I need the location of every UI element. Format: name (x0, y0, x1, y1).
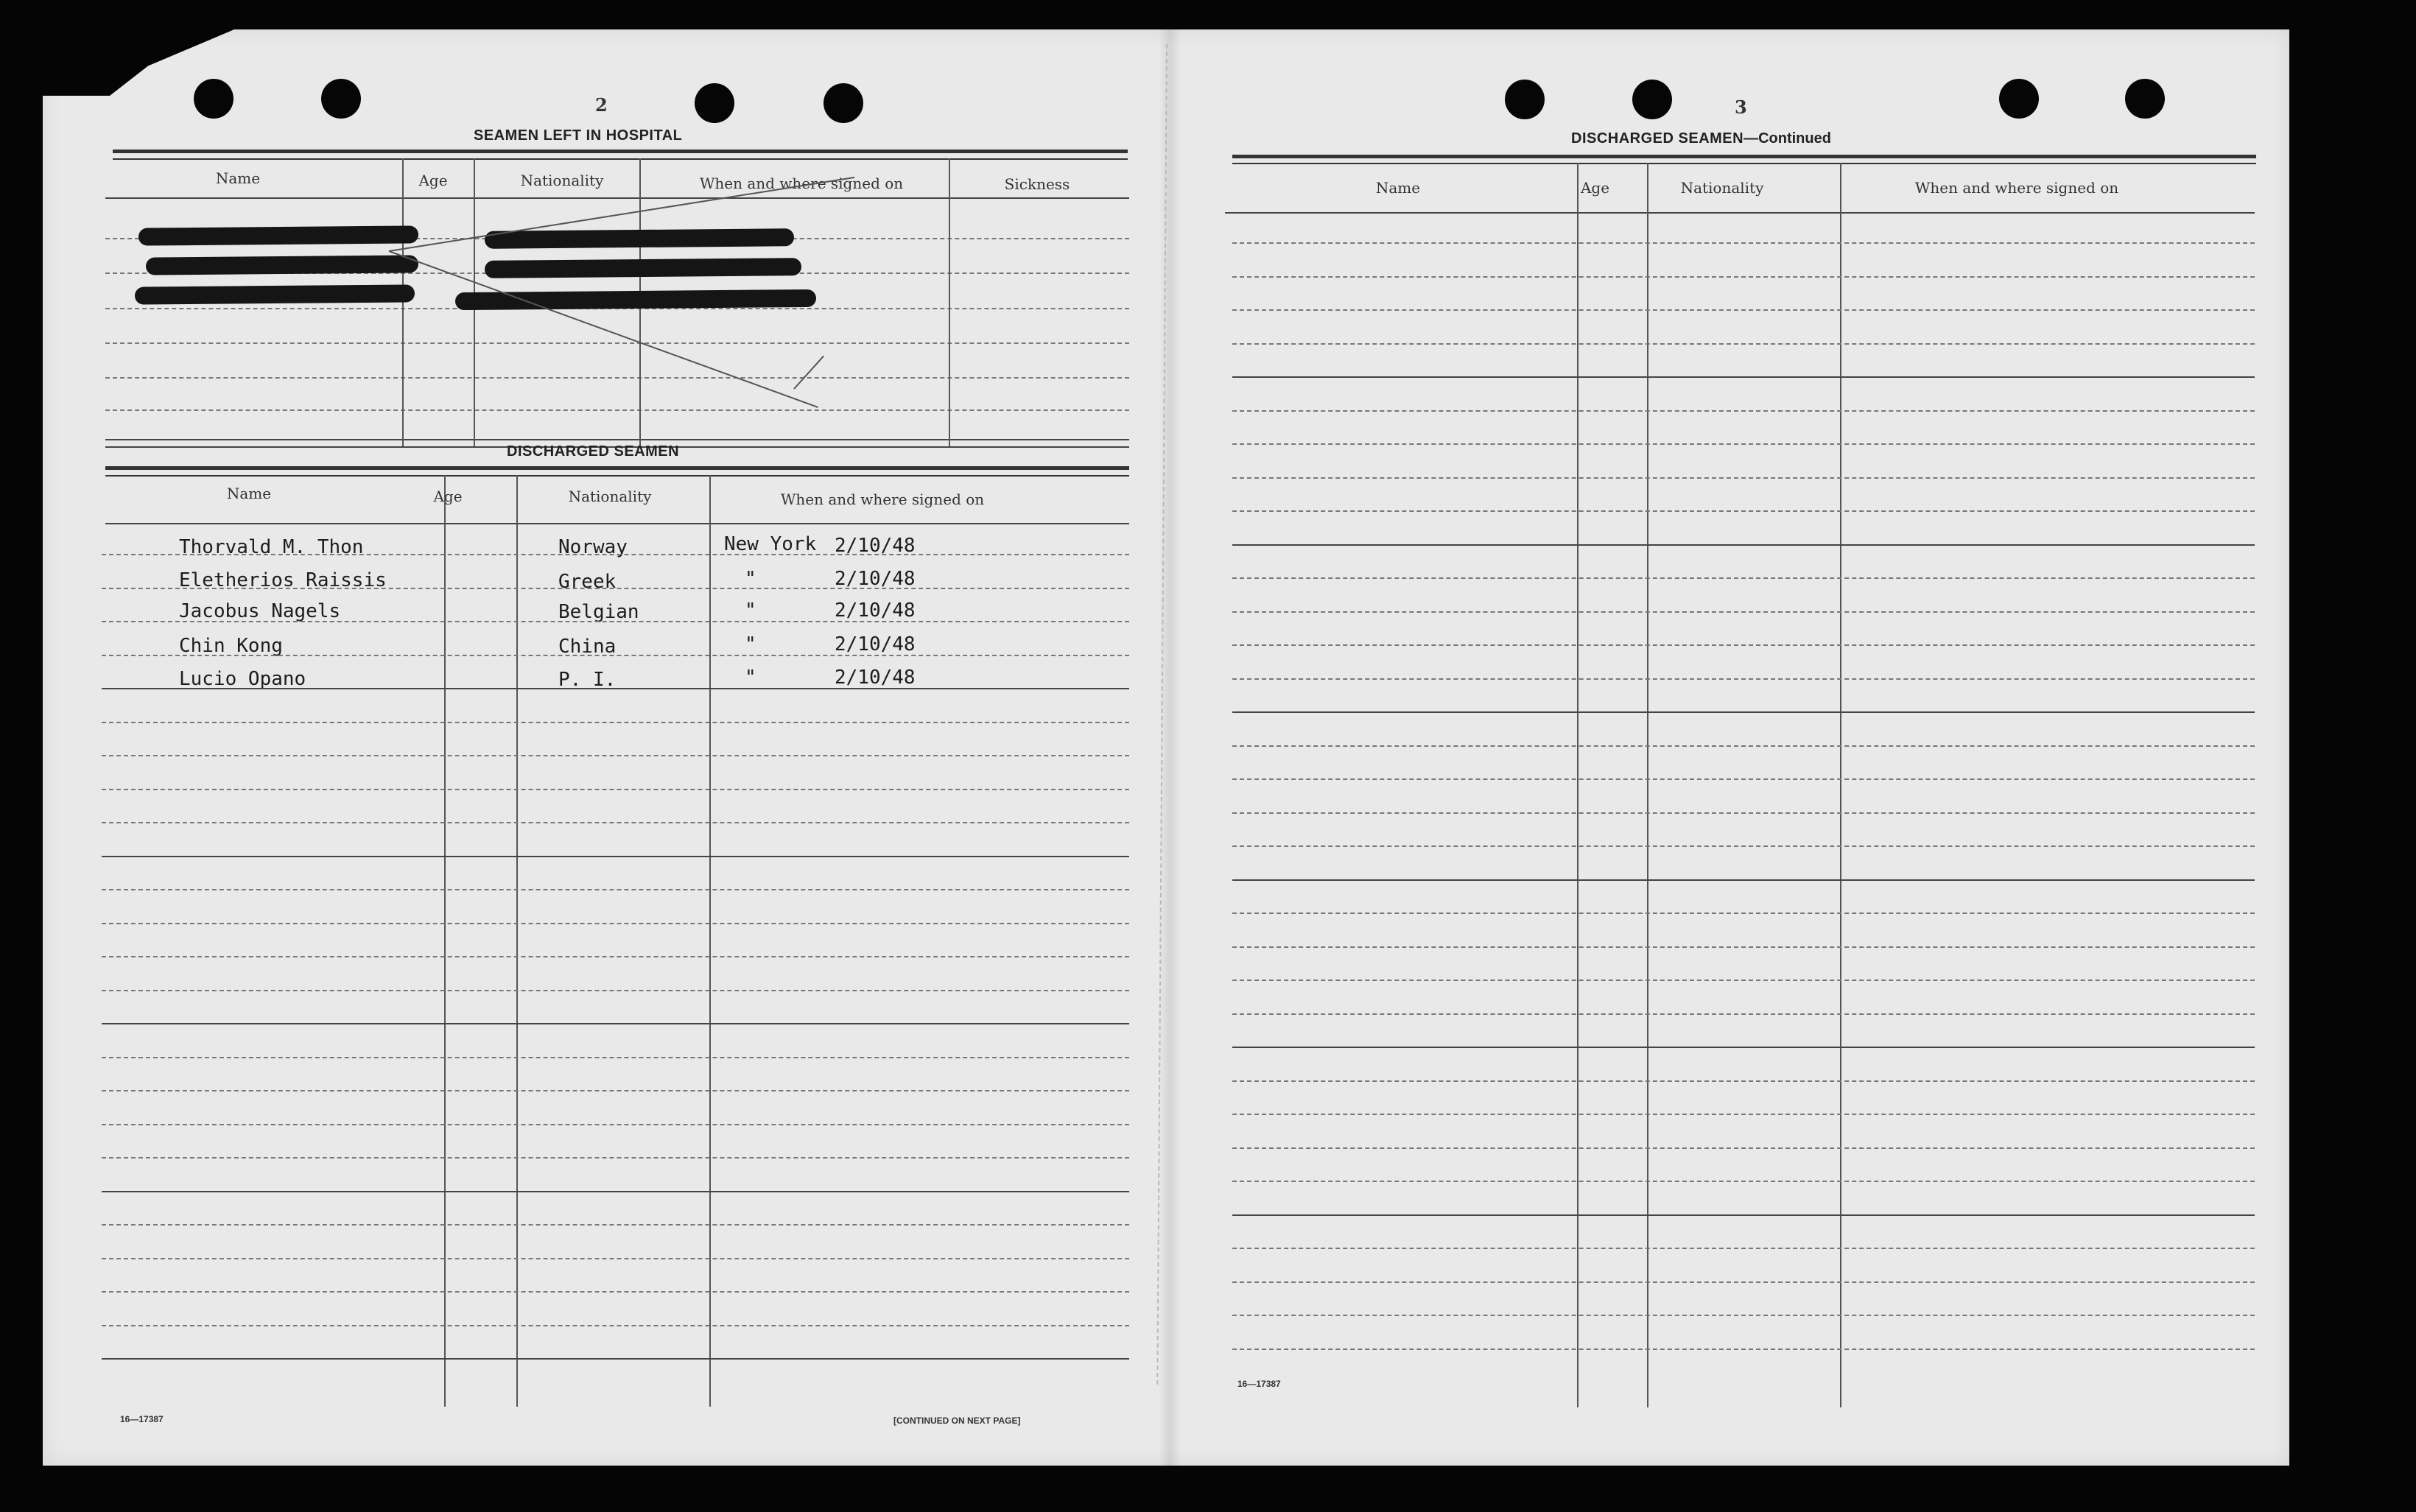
row-line (105, 377, 1129, 379)
row-line (1232, 778, 2255, 780)
row-line (1232, 611, 2255, 613)
row-line (102, 789, 1129, 790)
row-line (102, 1157, 1129, 1158)
signed-on-date: 2/10/48 (835, 633, 916, 655)
signed-on-place: New York (724, 533, 817, 555)
row-line (102, 923, 1129, 924)
redacted-entry (485, 258, 801, 278)
col-nationality: Nationality (520, 172, 604, 189)
row-line (1232, 577, 2255, 579)
row-line (102, 1325, 1129, 1326)
row-line (102, 621, 1129, 622)
row-line (1232, 879, 2255, 881)
redacted-entry (455, 289, 816, 310)
continued-note: [CONTINUED ON NEXT PAGE] (893, 1416, 1021, 1426)
row-line (1232, 812, 2255, 814)
row-line (1232, 343, 2255, 345)
redacted-entry (135, 284, 415, 304)
header-underline (105, 523, 1129, 524)
punch-hole (194, 79, 233, 119)
column-divider (949, 158, 950, 446)
row-line (1232, 711, 2255, 713)
seaman-name: Chin Kong (179, 635, 283, 657)
row-line (1232, 410, 2255, 412)
row-line (1232, 1214, 2255, 1216)
punch-hole (1505, 80, 1545, 119)
column-divider (1840, 163, 1841, 1407)
row-line (1232, 946, 2255, 948)
row-line (1232, 1248, 2255, 1249)
punch-hole (1632, 80, 1672, 119)
seaman-nationality: P. I. (558, 669, 617, 691)
row-line (1232, 1181, 2255, 1182)
header-underline (105, 197, 1129, 199)
page-number: 2 (595, 94, 608, 116)
row-line (102, 822, 1129, 823)
discharged-section-title: DISCHARGED SEAMEN (507, 443, 680, 460)
seaman-name: Eletherios Raissis (179, 569, 387, 591)
row-line (1232, 980, 2255, 981)
section-bottom-line (105, 439, 1129, 440)
col-nationality: Nationality (1680, 179, 1764, 197)
row-line (1232, 1147, 2255, 1149)
column-divider (402, 158, 404, 446)
title-suffix: —Continued (1743, 130, 1831, 147)
row-line (102, 755, 1129, 756)
redacted-entry (138, 225, 418, 245)
row-line (1232, 376, 2255, 378)
row-line (102, 1023, 1129, 1024)
page-number: 3 (1735, 96, 1747, 118)
row-line (1232, 276, 2255, 278)
hospital-section-title: SEAMEN LEFT IN HOSPITAL (474, 127, 683, 144)
row-line (102, 1358, 1129, 1360)
seaman-name: Jacobus Nagels (179, 600, 341, 622)
check-mark (793, 356, 824, 390)
seaman-nationality: Belgian (558, 601, 639, 623)
row-line (102, 655, 1129, 656)
col-name: Name (215, 169, 261, 187)
top-rule-thin (113, 158, 1128, 160)
signed-on-date: 2/10/48 (835, 599, 916, 622)
punch-hole (2125, 79, 2165, 119)
row-line (102, 588, 1129, 589)
top-rule-thin (105, 475, 1129, 477)
row-line (102, 1224, 1129, 1226)
column-divider (1577, 163, 1579, 1407)
signed-on-place: " (745, 568, 756, 590)
row-line (1232, 745, 2255, 747)
row-line (1232, 544, 2255, 546)
column-divider (444, 475, 446, 1407)
col-age: Age (1580, 179, 1610, 197)
row-line (1232, 510, 2255, 512)
row-line (105, 342, 1129, 344)
col-sickness: Sickness (1004, 175, 1070, 193)
redacted-entry (146, 255, 418, 275)
column-divider (516, 475, 518, 1407)
punch-hole (695, 83, 734, 123)
row-line (1232, 309, 2255, 311)
col-when-where: When and where signed on (699, 175, 904, 192)
row-line (1232, 678, 2255, 680)
row-line (102, 889, 1129, 890)
discharged-continued-title (1571, 130, 1831, 147)
col-name: Name (1375, 179, 1421, 197)
top-rule (113, 150, 1128, 153)
row-line (102, 1124, 1129, 1125)
top-rule (1232, 155, 2256, 158)
row-line (102, 1090, 1129, 1091)
title-text: DISCHARGED SEAMEN (1571, 130, 1744, 147)
row-line (102, 1291, 1129, 1293)
col-nationality: Nationality (568, 488, 652, 505)
signed-on-date: 2/10/48 (835, 667, 916, 689)
row-line (102, 554, 1129, 555)
row-line (102, 722, 1129, 723)
seaman-nationality: Greek (558, 571, 617, 593)
form-number: 16—17387 (120, 1414, 164, 1424)
row-line (1232, 1114, 2255, 1115)
row-line (1232, 242, 2255, 244)
col-when-where: When and where signed on (1914, 179, 2119, 197)
row-line (1232, 1080, 2255, 1082)
col-age: Age (433, 488, 463, 505)
row-line (102, 1057, 1129, 1058)
row-line (1232, 1047, 2255, 1048)
row-line (102, 1258, 1129, 1259)
punch-hole (321, 79, 361, 119)
row-line (1232, 477, 2255, 479)
seaman-name: Lucio Opano (179, 668, 306, 690)
seaman-name: Thorvald M. Thon (179, 536, 364, 558)
signed-on-place: " (745, 633, 756, 655)
column-divider (1647, 163, 1648, 1407)
col-when-where: When and where signed on (780, 490, 985, 508)
form-number: 16—17387 (1237, 1379, 1281, 1389)
row-line (1232, 1349, 2255, 1350)
signed-on-date: 2/10/48 (835, 568, 916, 590)
row-line (102, 956, 1129, 957)
punch-hole (1999, 79, 2039, 119)
redacted-entry (485, 228, 794, 249)
seaman-nationality: Norway (558, 536, 628, 558)
row-line (1232, 845, 2255, 847)
signed-on-date: 2/10/48 (835, 535, 916, 557)
row-line (105, 409, 1129, 411)
header-underline (1225, 212, 2255, 214)
punch-hole (824, 83, 863, 123)
seaman-nationality: China (558, 636, 617, 658)
row-line (102, 990, 1129, 991)
signed-on-place: " (745, 667, 756, 689)
row-line (1232, 443, 2255, 445)
row-line (102, 688, 1129, 689)
row-line (1232, 644, 2255, 646)
document-sheet (43, 29, 2289, 1466)
col-name: Name (226, 485, 272, 502)
col-age: Age (418, 172, 448, 189)
row-line (1232, 1013, 2255, 1015)
row-line (102, 856, 1129, 857)
row-line (102, 1191, 1129, 1192)
row-line (1232, 1281, 2255, 1283)
row-line (1232, 1315, 2255, 1316)
row-line (1232, 913, 2255, 914)
signed-on-place: " (745, 599, 756, 622)
top-rule-thin (1232, 163, 2256, 164)
column-divider (709, 475, 711, 1407)
top-rule (105, 466, 1129, 470)
